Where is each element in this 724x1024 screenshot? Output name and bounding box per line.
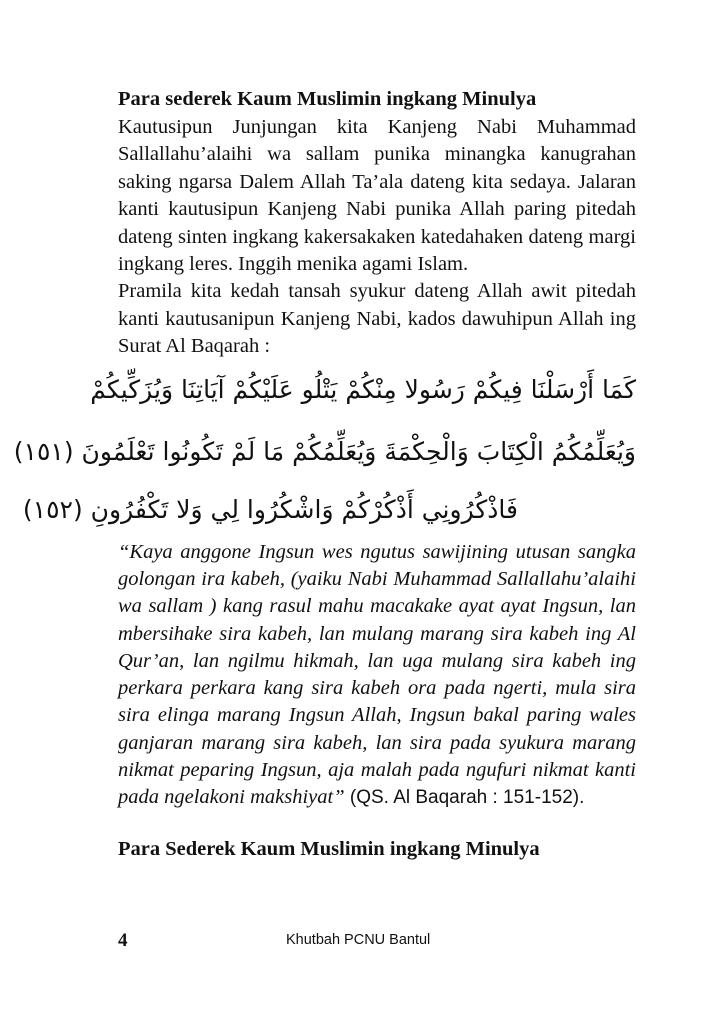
section-spacer [118,812,636,834]
verse-translation [118,539,636,812]
arabic-verse-line-2: وَيُعَلِّمُكُمُ الْكِتَابَ وَالْحِكْمَةَ وَيُعَلِّمُكُمْ مَا لَمْ تَكُونُوا تَعْلَمُونَ (١٥١) [13,436,636,466]
page-content [13,84,636,864]
translation-text: “Kaya anggone Ingsun wes ngutus sawijining utusan sangka golongan ira kabeh, (yaiku Nabi Muhammad Sallallahu’alaihi wa sallam ) kang rasul mahu macakake ayat ayat Ingsun, lan mbersihake sira kabeh, lan mulang marang sira kabeh ing Al Qur’an, lan ngilmu hikmah, lan uga mulang sira kabeh ing perkara perkara kang sira kabeh ora pada ngerti, mula sira sira elinga marang Ingsun Allah, Ingsun bakal paring wales ganjaran marang sira kabeh, lan sira pada syukura marang nikmat peparing Ingsun, aja malah pada ngufuri nikmat kanti pada ngelakoni makshiyat” [118,540,636,809]
section-heading-top: Para sederek Kaum Muslimin ingkang Minulya [118,88,537,110]
verse-citation: (QS. Al Baqarah : 151-152). [344,787,585,809]
arabic-verse-line-1: كَمَا أَرْسَلْنَا فِيكُمْ رَسُولا مِنْكُمْ يَتْلُو عَلَيْكُمْ آيَاتِنَا وَيُزَكِّيكُمْ [90,374,636,404]
body-paragraph-2: Pramila kita kedah tansah syukur dateng Allah awit pitedah kanti kautusanipun Kanjeng Nabi, kados dawuhipun Allah ing Surat Al Baqarah : [118,280,636,358]
running-title: Khutbah PCNU Bantul [286,932,431,948]
page-number: 4 [118,930,128,951]
page-footer [118,930,636,954]
body-paragraph-1: Kautusipun Junjungan kita Kanjeng Nabi Muhammad Sallallahu’alaihi wa sallam punika minangka kanugrahan saking ngarsa Dalem Allah Ta’ala dateng kita sedaya. Jalaran kanti kautusipun Kanjeng Nabi punika Allah paring pitedah dateng sinten ingkang kakersakaken katedahaken dateng margi ingkang leres. Inggih menika agami Islam. [118,116,636,276]
section-heading-bottom: Para Sederek Kaum Muslimin ingkang Minulya [118,837,540,860]
arabic-verse-line-3: فَاذْكُرُونِي أَذْكُرْكُمْ وَاشْكُرُوا لِي وَلا تَكْفُرُونِ (١٥٢) [22,494,518,524]
